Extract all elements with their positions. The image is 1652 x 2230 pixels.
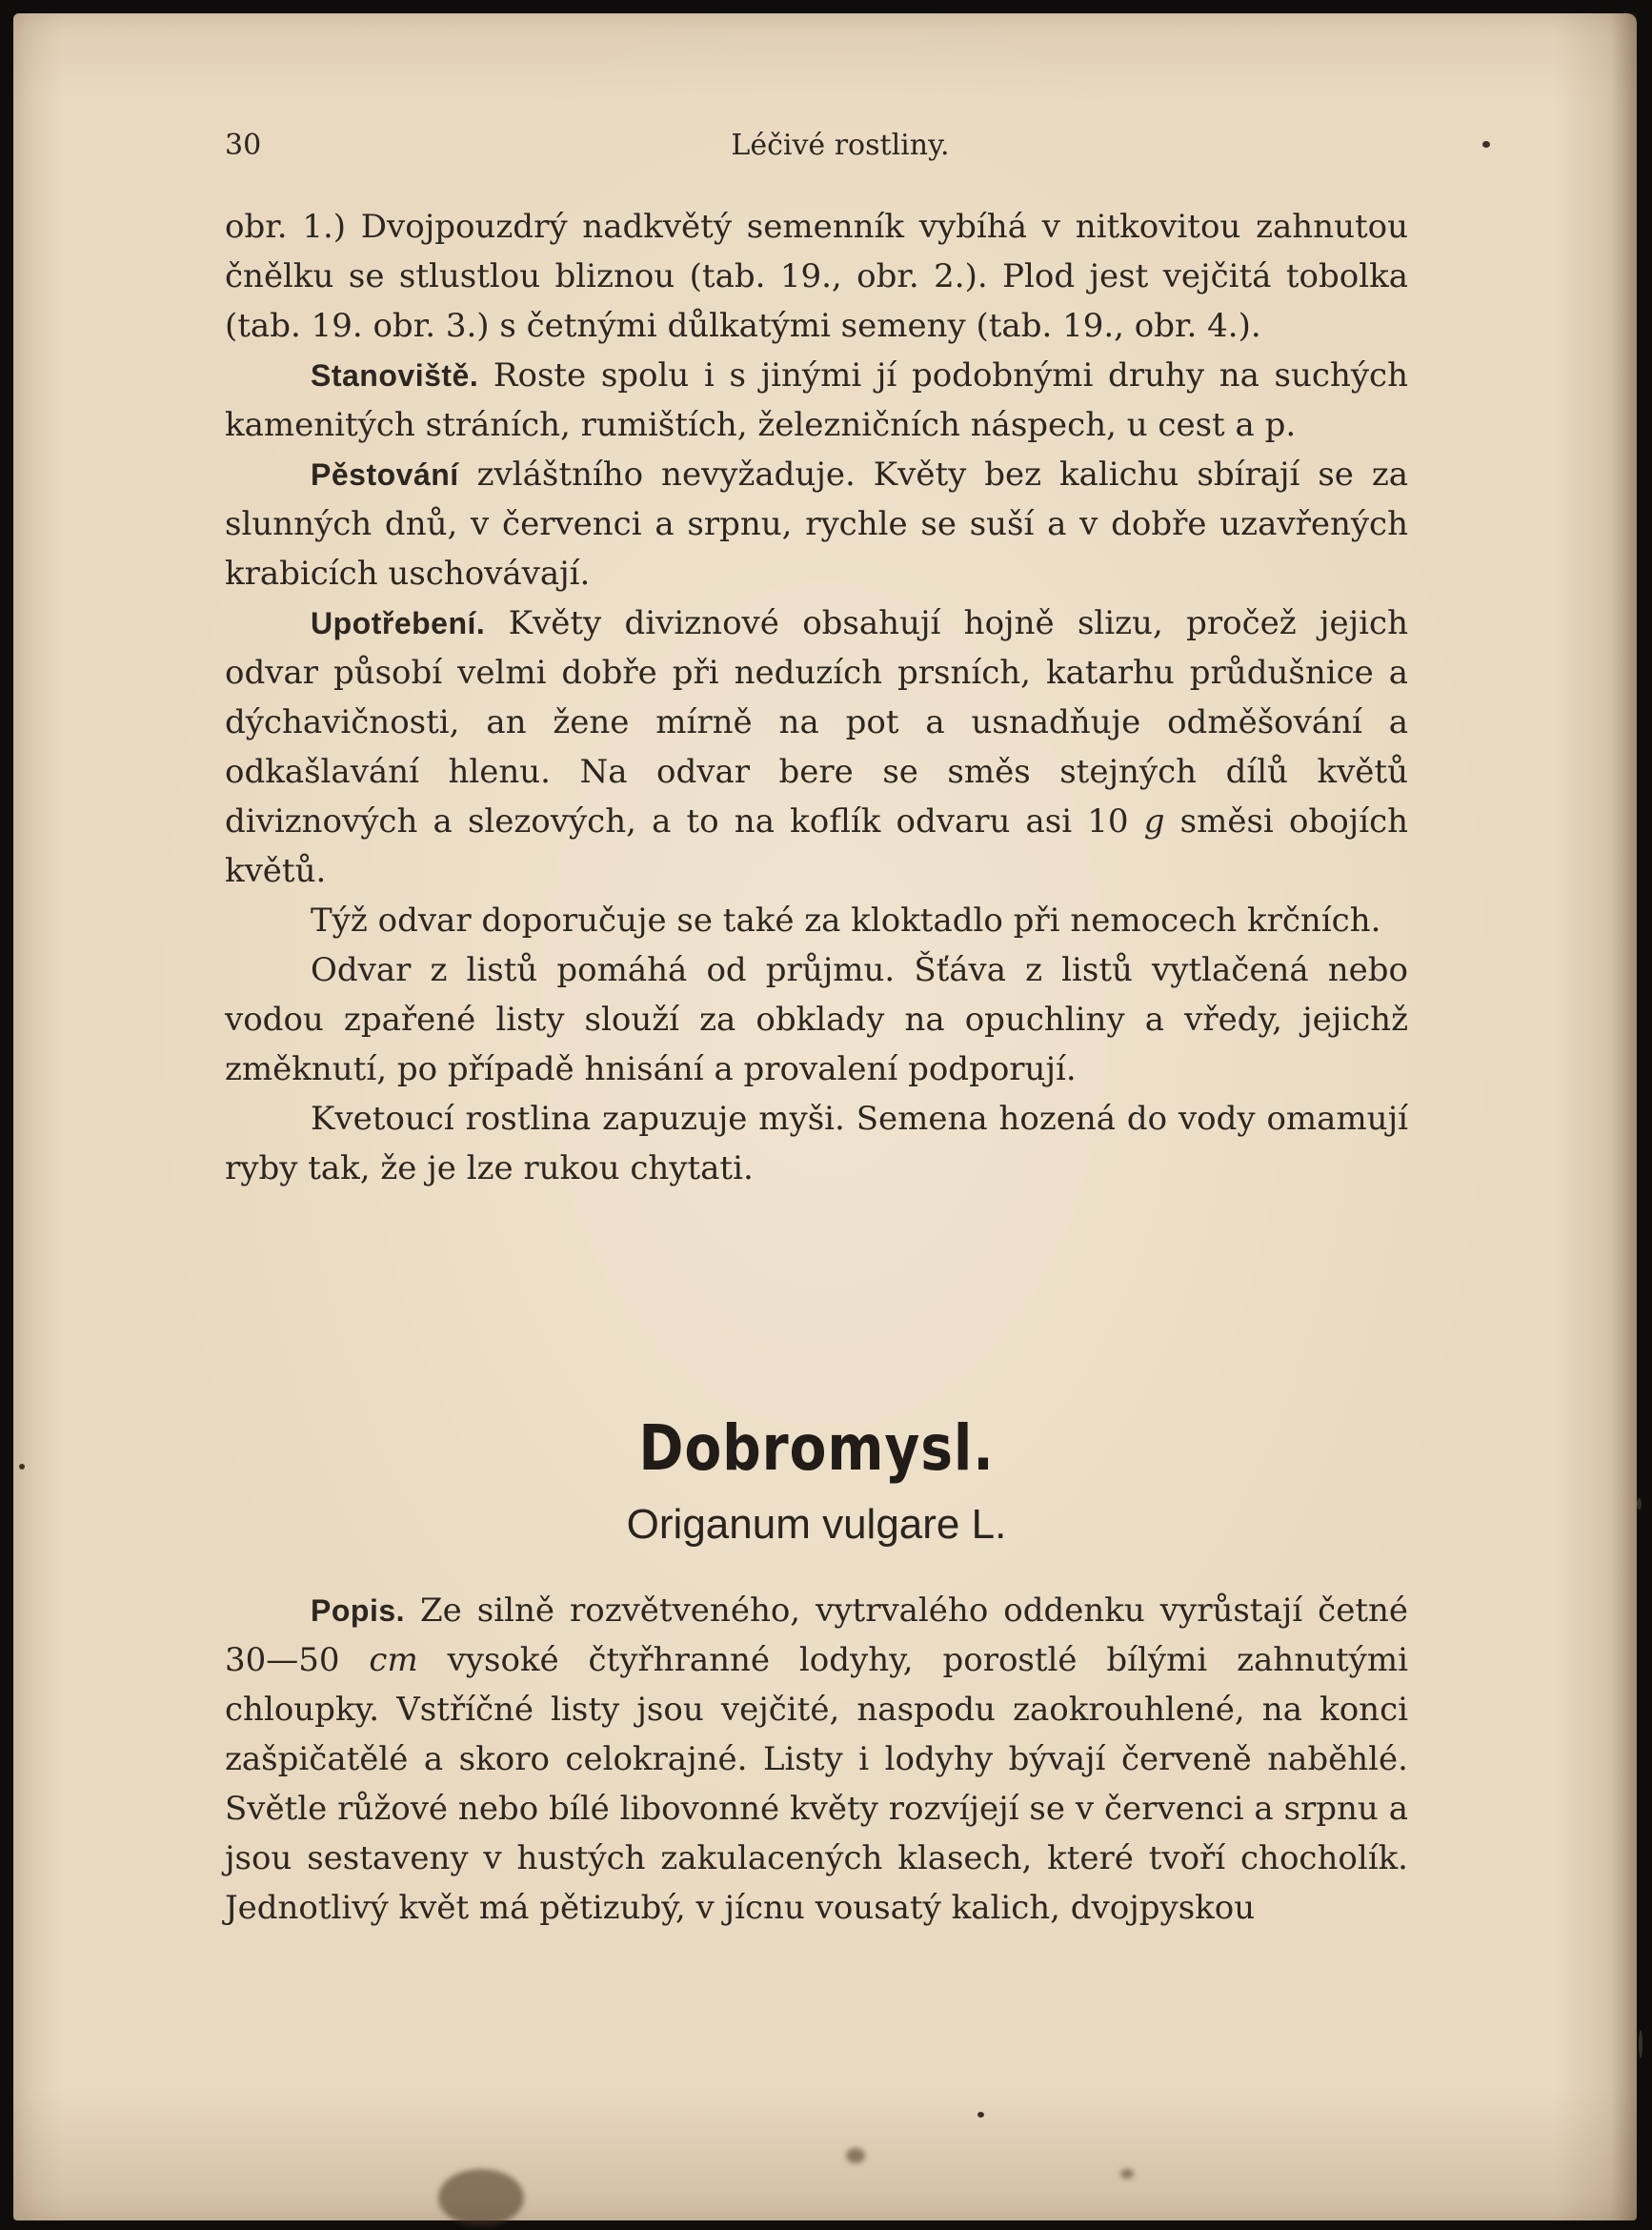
unit-g: g	[1143, 802, 1165, 841]
intro-paragraph	[225, 202, 1408, 351]
pestovani-paragraph	[225, 450, 1408, 598]
ink-smudge	[1120, 2169, 1134, 2179]
ink-smudge	[438, 2169, 524, 2226]
intro-text: obr. 1.) Dvojpouzdrý nadkvětý semenník vybíhá v nitkovitou zahnutou čnělku se stlustlou bliznou (tab. 19., obr. 2.). Plod jest vejčitá tobolka (tab. 19. obr. 3.) s četnými důlkatými semeny (tab. 19., obr. 4.).	[225, 208, 1408, 345]
upotrebeni-text: Květy diviznové obsahují hojně slizu, pročež jejich odvar působí velmi dobře při neduzích prsních, katarhu průdušnice a dýchavičnosti, an žene mírně na pot a usnadňuje odměšování a odkašlavání hlenu. Na odvar bere se směs stejných dílů květů diviznových a slezových, a to na koflík odvaru asi 10	[225, 604, 1408, 841]
kvetouci-paragraph	[225, 1094, 1408, 1193]
ink-speck	[1639, 2030, 1642, 2058]
popis-text-2: vysoké čtyřhranné lodyhy, porostlé bílými zahnutými chloupky. Vstříčné listy jsou vejčité, naspodu zaokrouhlené, na konci zašpičatělé a skoro celokrajné. Listy i lodyhy bývají červeně naběhlé. Světle růžové nebo bílé libovonné květy rozvíjejí se v červenci a srpnu a jsou sestaveny v hustých zakulacených klasech, které tvoří chocholík. Jednotlivý květ má pětizubý, v jícnu vousatý kalich, dvojpyskou	[225, 1641, 1408, 1927]
page-header	[225, 124, 1456, 168]
upotrebeni-paragraph	[225, 598, 1408, 896]
kvetouci-text: Kvetoucí rostlina zapuzuje myši. Semena hozená do vody omamují ryby tak, že je lze rukou chytati.	[225, 1100, 1408, 1187]
stanoviste-text: Roste spolu i s jinými jí podobnými druhy na suchých kamenitých stráních, rumištích, železničních náspech, u cest a p.	[225, 356, 1408, 444]
latin-name: Origanum vulgare L.	[626, 1501, 1007, 1548]
stanoviste-paragraph	[225, 351, 1408, 450]
section-title: Dobromysl.	[638, 1411, 995, 1485]
pestovani-label: Pěstování	[311, 457, 459, 492]
top-text-block	[225, 202, 1408, 1193]
stanoviste-label: Stanoviště.	[311, 358, 479, 393]
upotrebeni-tail: směsi obojích květů.	[225, 802, 1409, 890]
odvar-listu-paragraph	[225, 945, 1408, 1094]
ink-smudge	[846, 2148, 865, 2163]
upotrebeni-label: Upotřebení.	[311, 606, 486, 640]
ink-speck	[977, 2112, 984, 2118]
ink-speck	[1637, 1498, 1642, 1510]
kloktadlo-text: Týž odvar doporučuje se také za kloktadlo při nemocech krčních.	[311, 902, 1381, 940]
popis-text-1: Ze silně rozvětveného, vytrvalého oddenku vyrůstají četné 30—50	[225, 1591, 1408, 1679]
pestovani-text: zvláštního nevyžaduje. Květy bez kalichu sbírají se za slunných dnů, v červenci a srpnu, rychle se suší a v dobře uzavřených krabicích uschovávají.	[225, 456, 1408, 593]
unit-cm: cm	[369, 1641, 418, 1679]
ink-speck	[19, 1464, 25, 1470]
popis-paragraph	[225, 1586, 1408, 1933]
kloktadlo-paragraph	[225, 896, 1408, 945]
popis-text-block	[225, 1586, 1408, 1933]
popis-label: Popis.	[311, 1593, 406, 1628]
page-number: 30	[225, 129, 262, 162]
running-title: Léčivé rostliny.	[731, 129, 950, 162]
odvar-listu-text: Odvar z listů pomáhá od průjmu. Šťáva z listů vytlačená nebo vodou zpařené listy slouží za obklady na opuchliny a vředy, jejichž změknutí, po případě hnisání a provalení podporují.	[225, 951, 1408, 1088]
ink-speck	[1482, 141, 1490, 148]
